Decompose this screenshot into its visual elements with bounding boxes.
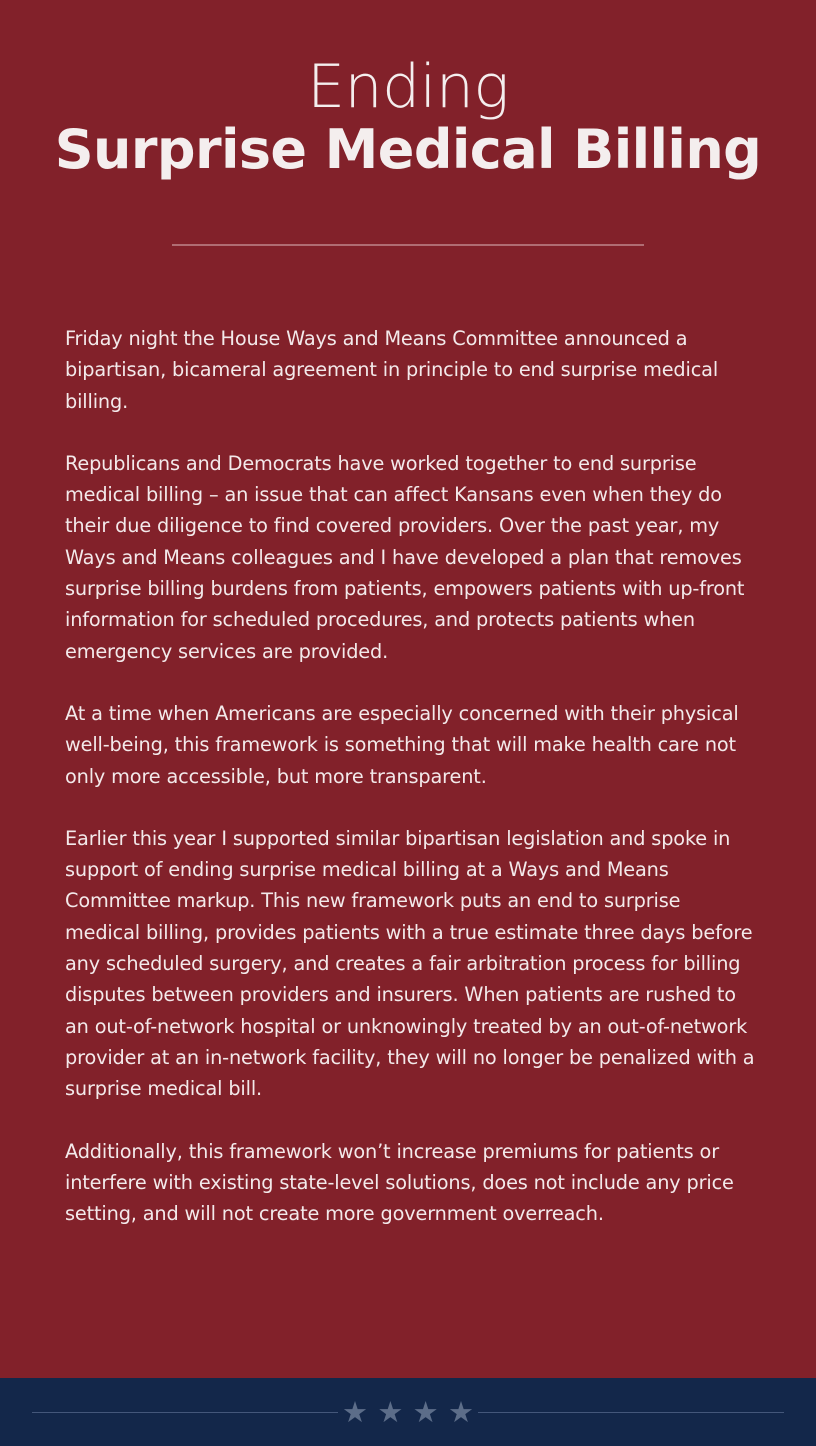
title-line-2: Surprise Medical Billing: [54, 118, 762, 181]
paragraph-4: Earlier this year I supported similar bipartisan legislation and spoke in support of ending surprise medical billing at a Ways and Means Committee markup. This new framework puts an end to surprise medical billing, provides patients with a true estimate three days before any scheduled surgery, and creates a fair arbitration process for billing disputes between providers and insurers. When patients are rushed to an out-of-network hospital or unknowingly treated by an out-of-network provider at an in-network facility, they will no longer be penalized with a surprise medical bill.: [65, 826, 755, 1101]
footer-stars: [338, 1392, 478, 1432]
star-icon: ★: [412, 1394, 439, 1429]
star-icon: ★: [447, 1394, 474, 1429]
star-icon: ★: [377, 1394, 404, 1429]
star-icon: ★: [342, 1394, 368, 1429]
footer-rule-right: [478, 1412, 784, 1413]
title-line-1: Ending: [307, 52, 509, 122]
body-text: [65, 323, 757, 1260]
paragraph-2: Republicans and Democrats have worked together to end surprise medical billing – an issue that can affect Kansans even when they do their due diligence to find covered providers. Over the past year, my Ways and Means colleagues and I have developed a plan that removes surprise billing burdens from patients, empowers patients with up-front information for scheduled procedures, and protects patients when emergency services are provided.: [65, 451, 745, 663]
title-divider: [172, 244, 644, 246]
footer-rule-left: [32, 1412, 338, 1413]
title-block: [0, 52, 816, 180]
paragraph-5: Additionally, this framework won’t increase premiums for patients or interfere with existing state-level solutions, does not include any price setting, and will not create more government overreach.: [65, 1139, 734, 1226]
paragraph-3: At a time when Americans are especially concerned with their physical well-being, this framework is something that will make health care not only more accessible, but more transparent.: [65, 701, 739, 788]
paragraph-1: Friday night the House Ways and Means Committee announced a bipartisan, bicameral agreement in principle to end surprise medical billing.: [65, 327, 719, 413]
footer-band: [0, 1378, 816, 1446]
